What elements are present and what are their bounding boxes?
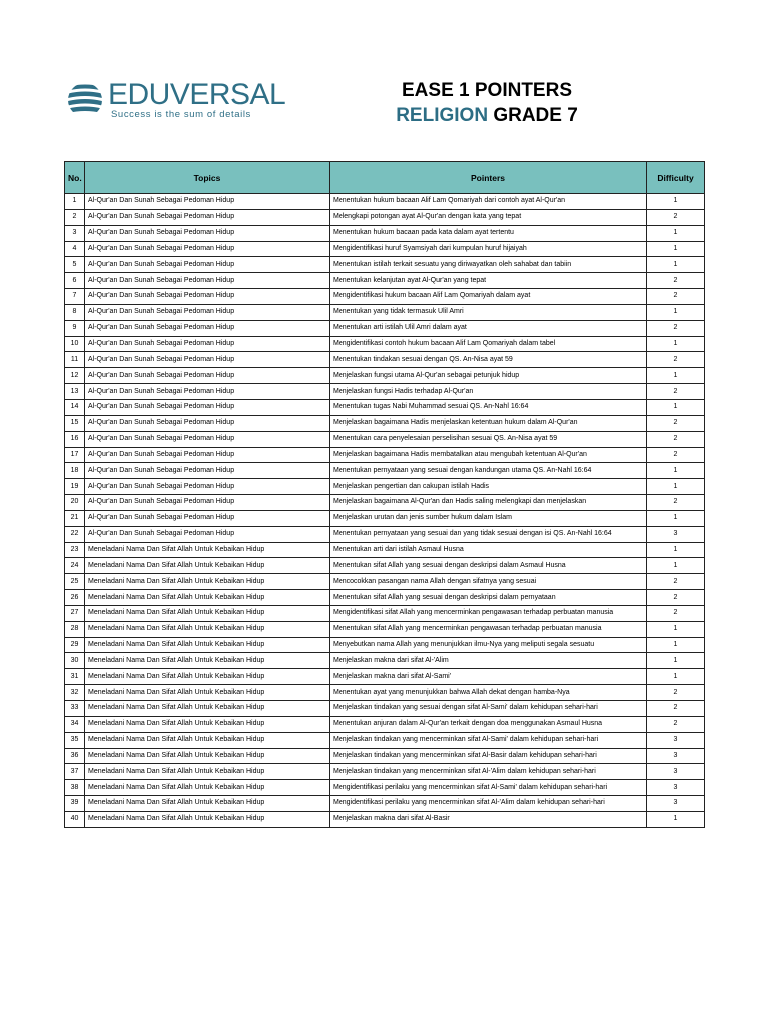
row-topic: Meneladani Nama Dan Sifat Allah Untuk Kebaikan Hidup <box>85 716 330 732</box>
logo-wordmark: EDUVERSAL <box>108 78 286 111</box>
row-number: 16 <box>65 431 85 447</box>
row-topic: Al-Qur'an Dan Sunah Sebagai Pedoman Hidup <box>85 320 330 336</box>
row-difficulty: 2 <box>647 384 705 400</box>
row-pointer: Menjelaskan fungsi Hadis terhadap Al-Qur'an <box>330 384 647 400</box>
row-topic: Meneladani Nama Dan Sifat Allah Untuk Kebaikan Hidup <box>85 748 330 764</box>
row-number: 18 <box>65 463 85 479</box>
row-pointer: Menjelaskan urutan dan jenis sumber hukum dalam Islam <box>330 510 647 526</box>
row-number: 24 <box>65 558 85 574</box>
row-difficulty: 1 <box>647 542 705 558</box>
row-number: 17 <box>65 447 85 463</box>
row-pointer: Menentukan sifat Allah yang sesuai dengan deskripsi dalam pernyataan <box>330 590 647 606</box>
column-header-no: No. <box>65 162 85 194</box>
pointers-table <box>64 161 705 828</box>
row-topic: Meneladani Nama Dan Sifat Allah Untuk Kebaikan Hidup <box>85 780 330 796</box>
row-number: 34 <box>65 716 85 732</box>
row-topic: Meneladani Nama Dan Sifat Allah Untuk Kebaikan Hidup <box>85 796 330 812</box>
row-difficulty: 2 <box>647 605 705 621</box>
table-row <box>65 542 705 558</box>
page-subtitle <box>372 103 602 129</box>
row-difficulty: 3 <box>647 732 705 748</box>
row-difficulty: 1 <box>647 479 705 495</box>
row-topic: Meneladani Nama Dan Sifat Allah Untuk Kebaikan Hidup <box>85 558 330 574</box>
row-pointer: Menjelaskan makna dari sifat Al-Basir <box>330 811 647 827</box>
table-row <box>65 653 705 669</box>
row-difficulty: 2 <box>647 685 705 701</box>
row-difficulty: 1 <box>647 304 705 320</box>
row-number: 5 <box>65 257 85 273</box>
row-topic: Al-Qur'an Dan Sunah Sebagai Pedoman Hidup <box>85 463 330 479</box>
column-header-topics: Topics <box>85 162 330 194</box>
row-pointer: Menjelaskan makna dari sifat Al-'Alim <box>330 653 647 669</box>
row-difficulty: 2 <box>647 209 705 225</box>
table-row <box>65 241 705 257</box>
row-topic: Meneladani Nama Dan Sifat Allah Untuk Kebaikan Hidup <box>85 621 330 637</box>
table-row <box>65 320 705 336</box>
table-row <box>65 415 705 431</box>
row-pointer: Menentukan istilah terkait sesuatu yang diriwayatkan oleh sahabat dan tabiin <box>330 257 647 273</box>
table-row <box>65 289 705 305</box>
page-title: EASE 1 POINTERS <box>402 80 572 101</box>
row-difficulty: 1 <box>647 558 705 574</box>
row-pointer: Menjelaskan fungsi utama Al-Qur'an sebagai petunjuk hidup <box>330 368 647 384</box>
row-difficulty: 2 <box>647 273 705 289</box>
row-number: 4 <box>65 241 85 257</box>
row-difficulty: 2 <box>647 289 705 305</box>
row-topic: Meneladani Nama Dan Sifat Allah Untuk Kebaikan Hidup <box>85 732 330 748</box>
row-pointer: Menjelaskan pengertian dan cakupan istilah Hadis <box>330 479 647 495</box>
row-number: 20 <box>65 495 85 511</box>
row-number: 23 <box>65 542 85 558</box>
row-pointer: Menentukan hukum bacaan pada kata dalam ayat tertentu <box>330 225 647 241</box>
row-number: 27 <box>65 605 85 621</box>
row-pointer: Mencocokkan pasangan nama Allah dengan sifatnya yang sesuai <box>330 574 647 590</box>
row-topic: Al-Qur'an Dan Sunah Sebagai Pedoman Hidup <box>85 336 330 352</box>
row-difficulty: 2 <box>647 431 705 447</box>
row-pointer: Menentukan anjuran dalam Al-Qur'an terkait dengan doa menggunakan Asmaul Husna <box>330 716 647 732</box>
table-row <box>65 796 705 812</box>
row-number: 26 <box>65 590 85 606</box>
row-topic: Meneladani Nama Dan Sifat Allah Untuk Kebaikan Hidup <box>85 605 330 621</box>
row-difficulty: 1 <box>647 811 705 827</box>
row-difficulty: 3 <box>647 796 705 812</box>
row-difficulty: 1 <box>647 399 705 415</box>
table-row <box>65 384 705 400</box>
row-difficulty: 1 <box>647 368 705 384</box>
table-row <box>65 605 705 621</box>
table-row <box>65 304 705 320</box>
row-topic: Al-Qur'an Dan Sunah Sebagai Pedoman Hidup <box>85 289 330 305</box>
row-difficulty: 1 <box>647 637 705 653</box>
row-difficulty: 2 <box>647 574 705 590</box>
table-row <box>65 225 705 241</box>
row-pointer: Mengidentifikasi huruf Syamsiyah dari kumpulan huruf hijaiyah <box>330 241 647 257</box>
row-difficulty: 2 <box>647 495 705 511</box>
row-pointer: Mengidentifikasi perilaku yang mencerminkan sifat Al-'Alim dalam kehidupan sehari-hari <box>330 796 647 812</box>
row-topic: Al-Qur'an Dan Sunah Sebagai Pedoman Hidup <box>85 479 330 495</box>
grade-label: GRADE 7 <box>493 105 578 126</box>
row-topic: Al-Qur'an Dan Sunah Sebagai Pedoman Hidup <box>85 368 330 384</box>
row-topic: Meneladani Nama Dan Sifat Allah Untuk Kebaikan Hidup <box>85 637 330 653</box>
table-row <box>65 701 705 717</box>
row-pointer: Menjelaskan bagaimana Hadis menjelaskan ketentuan hukum dalam Al-Qur'an <box>330 415 647 431</box>
row-topic: Al-Qur'an Dan Sunah Sebagai Pedoman Hidup <box>85 241 330 257</box>
row-number: 37 <box>65 764 85 780</box>
row-topic: Meneladani Nama Dan Sifat Allah Untuk Kebaikan Hidup <box>85 542 330 558</box>
row-pointer: Menentukan cara penyelesaian perselisihan sesuai QS. An-Nisa ayat 59 <box>330 431 647 447</box>
row-difficulty: 1 <box>647 510 705 526</box>
row-pointer: Menentukan kelanjutan ayat Al-Qur'an yang tepat <box>330 273 647 289</box>
row-pointer: Menentukan arti istilah Ulil Amri dalam ayat <box>330 320 647 336</box>
row-difficulty: 3 <box>647 780 705 796</box>
table-row <box>65 621 705 637</box>
table-row <box>65 368 705 384</box>
table-row <box>65 764 705 780</box>
row-pointer: Mengidentifikasi hukum bacaan Alif Lam Qomariyah dalam ayat <box>330 289 647 305</box>
row-pointer: Menentukan arti dari istilah Asmaul Husna <box>330 542 647 558</box>
row-number: 8 <box>65 304 85 320</box>
row-pointer: Menentukan ayat yang menunjukkan bahwa Allah dekat dengan hamba-Nya <box>330 685 647 701</box>
row-pointer: Melengkapi potongan ayat Al-Qur'an dengan kata yang tepat <box>330 209 647 225</box>
row-number: 33 <box>65 701 85 717</box>
row-difficulty: 2 <box>647 447 705 463</box>
row-topic: Al-Qur'an Dan Sunah Sebagai Pedoman Hidup <box>85 510 330 526</box>
row-number: 2 <box>65 209 85 225</box>
row-pointer: Menentukan sifat Allah yang sesuai dengan deskripsi dalam Asmaul Husna <box>330 558 647 574</box>
table-row <box>65 526 705 542</box>
row-pointer: Menjelaskan makna dari sifat Al-Sami' <box>330 669 647 685</box>
row-number: 9 <box>65 320 85 336</box>
row-difficulty: 2 <box>647 320 705 336</box>
row-difficulty: 1 <box>647 653 705 669</box>
table-row <box>65 431 705 447</box>
row-number: 14 <box>65 399 85 415</box>
row-number: 39 <box>65 796 85 812</box>
column-header-difficulty: Difficulty <box>647 162 705 194</box>
row-topic: Meneladani Nama Dan Sifat Allah Untuk Kebaikan Hidup <box>85 685 330 701</box>
row-pointer: Menentukan pernyataan yang sesuai dan yang tidak sesuai dengan isi QS. An-Nahl 16:64 <box>330 526 647 542</box>
row-number: 36 <box>65 748 85 764</box>
table-row <box>65 716 705 732</box>
row-number: 30 <box>65 653 85 669</box>
table-row <box>65 495 705 511</box>
row-topic: Al-Qur'an Dan Sunah Sebagai Pedoman Hidup <box>85 447 330 463</box>
row-difficulty: 1 <box>647 257 705 273</box>
table-row <box>65 257 705 273</box>
row-number: 12 <box>65 368 85 384</box>
row-number: 28 <box>65 621 85 637</box>
row-pointer: Mengidentifikasi perilaku yang mencerminkan sifat Al-Sami' dalam kehidupan sehari-hari <box>330 780 647 796</box>
row-difficulty: 2 <box>647 716 705 732</box>
row-pointer: Menjelaskan bagaimana Hadis membatalkan atau mengubah ketentuan Al-Qur'an <box>330 447 647 463</box>
row-number: 38 <box>65 780 85 796</box>
row-topic: Meneladani Nama Dan Sifat Allah Untuk Kebaikan Hidup <box>85 574 330 590</box>
row-number: 1 <box>65 194 85 210</box>
row-pointer: Menentukan hukum bacaan Alif Lam Qomariyah dari contoh ayat Al-Qur'an <box>330 194 647 210</box>
row-topic: Meneladani Nama Dan Sifat Allah Untuk Kebaikan Hidup <box>85 811 330 827</box>
row-topic: Al-Qur'an Dan Sunah Sebagai Pedoman Hidup <box>85 415 330 431</box>
table-row <box>65 574 705 590</box>
row-topic: Meneladani Nama Dan Sifat Allah Untuk Kebaikan Hidup <box>85 764 330 780</box>
table-row <box>65 352 705 368</box>
row-difficulty: 1 <box>647 194 705 210</box>
row-difficulty: 2 <box>647 352 705 368</box>
row-topic: Al-Qur'an Dan Sunah Sebagai Pedoman Hidup <box>85 352 330 368</box>
row-topic: Meneladani Nama Dan Sifat Allah Untuk Kebaikan Hidup <box>85 653 330 669</box>
row-number: 21 <box>65 510 85 526</box>
table-row <box>65 479 705 495</box>
globe-logo-icon <box>66 80 104 120</box>
table-row <box>65 399 705 415</box>
table-row <box>65 209 705 225</box>
row-pointer: Menjelaskan tindakan yang mencerminkan sifat Al-Sami' dalam kehidupan sehari-hari <box>330 732 647 748</box>
row-difficulty: 2 <box>647 590 705 606</box>
row-pointer: Mengidentifikasi sifat Allah yang mencerminkan pengawasan terhadap perbuatan manusia <box>330 605 647 621</box>
table-row <box>65 748 705 764</box>
table-row <box>65 194 705 210</box>
row-topic: Al-Qur'an Dan Sunah Sebagai Pedoman Hidup <box>85 526 330 542</box>
row-number: 6 <box>65 273 85 289</box>
row-pointer: Menjelaskan tindakan yang mencerminkan sifat Al-Basir dalam kehidupan sehari-hari <box>330 748 647 764</box>
row-topic: Meneladani Nama Dan Sifat Allah Untuk Kebaikan Hidup <box>85 669 330 685</box>
table-row <box>65 336 705 352</box>
table-row <box>65 590 705 606</box>
row-topic: Al-Qur'an Dan Sunah Sebagai Pedoman Hidup <box>85 384 330 400</box>
table-body <box>65 194 705 828</box>
row-difficulty: 2 <box>647 701 705 717</box>
row-number: 10 <box>65 336 85 352</box>
row-topic: Al-Qur'an Dan Sunah Sebagai Pedoman Hidup <box>85 399 330 415</box>
row-difficulty: 1 <box>647 621 705 637</box>
row-difficulty: 3 <box>647 526 705 542</box>
eduversal-logo <box>66 76 286 130</box>
table-row <box>65 780 705 796</box>
row-pointer: Menentukan sifat Allah yang mencerminkan pengawasan terhadap perbuatan manusia <box>330 621 647 637</box>
row-pointer: Menjelaskan tindakan yang sesuai dengan sifat Al-Sami' dalam kehidupan sehari-hari <box>330 701 647 717</box>
table-row <box>65 558 705 574</box>
row-difficulty: 1 <box>647 225 705 241</box>
table-row <box>65 463 705 479</box>
row-difficulty: 1 <box>647 463 705 479</box>
row-difficulty: 1 <box>647 336 705 352</box>
table-row <box>65 447 705 463</box>
row-number: 13 <box>65 384 85 400</box>
table-row <box>65 732 705 748</box>
row-difficulty: 1 <box>647 241 705 257</box>
row-number: 25 <box>65 574 85 590</box>
row-difficulty: 3 <box>647 748 705 764</box>
row-number: 29 <box>65 637 85 653</box>
row-number: 19 <box>65 479 85 495</box>
row-pointer: Menentukan tindakan sesuai dengan QS. An-Nisa ayat 59 <box>330 352 647 368</box>
table-row <box>65 811 705 827</box>
row-difficulty: 3 <box>647 764 705 780</box>
table-row <box>65 669 705 685</box>
row-topic: Al-Qur'an Dan Sunah Sebagai Pedoman Hidup <box>85 257 330 273</box>
table-row <box>65 510 705 526</box>
row-topic: Al-Qur'an Dan Sunah Sebagai Pedoman Hidup <box>85 304 330 320</box>
row-pointer: Menentukan pernyataan yang sesuai dengan kandungan utama QS. An-Nahl 16:64 <box>330 463 647 479</box>
row-topic: Meneladani Nama Dan Sifat Allah Untuk Kebaikan Hidup <box>85 590 330 606</box>
row-pointer: Mengidentifikasi contoh hukum bacaan Alif Lam Qomariyah dalam tabel <box>330 336 647 352</box>
row-topic: Al-Qur'an Dan Sunah Sebagai Pedoman Hidup <box>85 225 330 241</box>
row-number: 32 <box>65 685 85 701</box>
logo-tagline: Success is the sum of details <box>111 109 251 120</box>
table-row <box>65 637 705 653</box>
row-topic: Al-Qur'an Dan Sunah Sebagai Pedoman Hidup <box>85 495 330 511</box>
row-topic: Al-Qur'an Dan Sunah Sebagai Pedoman Hidup <box>85 273 330 289</box>
row-number: 40 <box>65 811 85 827</box>
row-number: 22 <box>65 526 85 542</box>
row-number: 11 <box>65 352 85 368</box>
row-number: 35 <box>65 732 85 748</box>
row-pointer: Menentukan tugas Nabi Muhammad sesuai QS. An-Nahl 16:64 <box>330 399 647 415</box>
row-number: 3 <box>65 225 85 241</box>
row-pointer: Menyebutkan nama Allah yang menunjukkan ilmu-Nya yang meliputi segala sesuatu <box>330 637 647 653</box>
row-number: 15 <box>65 415 85 431</box>
table-row <box>65 273 705 289</box>
row-difficulty: 1 <box>647 669 705 685</box>
subject-label: RELIGION <box>396 105 489 126</box>
table-row <box>65 685 705 701</box>
column-header-pointers: Pointers <box>330 162 647 194</box>
row-number: 7 <box>65 289 85 305</box>
row-pointer: Menjelaskan bagaimana Al-Qur'an dan Hadis saling melengkapi dan menjelaskan <box>330 495 647 511</box>
row-topic: Meneladani Nama Dan Sifat Allah Untuk Kebaikan Hidup <box>85 701 330 717</box>
row-pointer: Menentukan yang tidak termasuk Ulil Amri <box>330 304 647 320</box>
table-header-row <box>65 162 705 194</box>
row-number: 31 <box>65 669 85 685</box>
row-topic: Al-Qur'an Dan Sunah Sebagai Pedoman Hidup <box>85 194 330 210</box>
row-topic: Al-Qur'an Dan Sunah Sebagai Pedoman Hidup <box>85 431 330 447</box>
row-pointer: Menjelaskan tindakan yang mencerminkan sifat Al-'Alim dalam kehidupan sehari-hari <box>330 764 647 780</box>
row-difficulty: 2 <box>647 415 705 431</box>
row-topic: Al-Qur'an Dan Sunah Sebagai Pedoman Hidup <box>85 209 330 225</box>
